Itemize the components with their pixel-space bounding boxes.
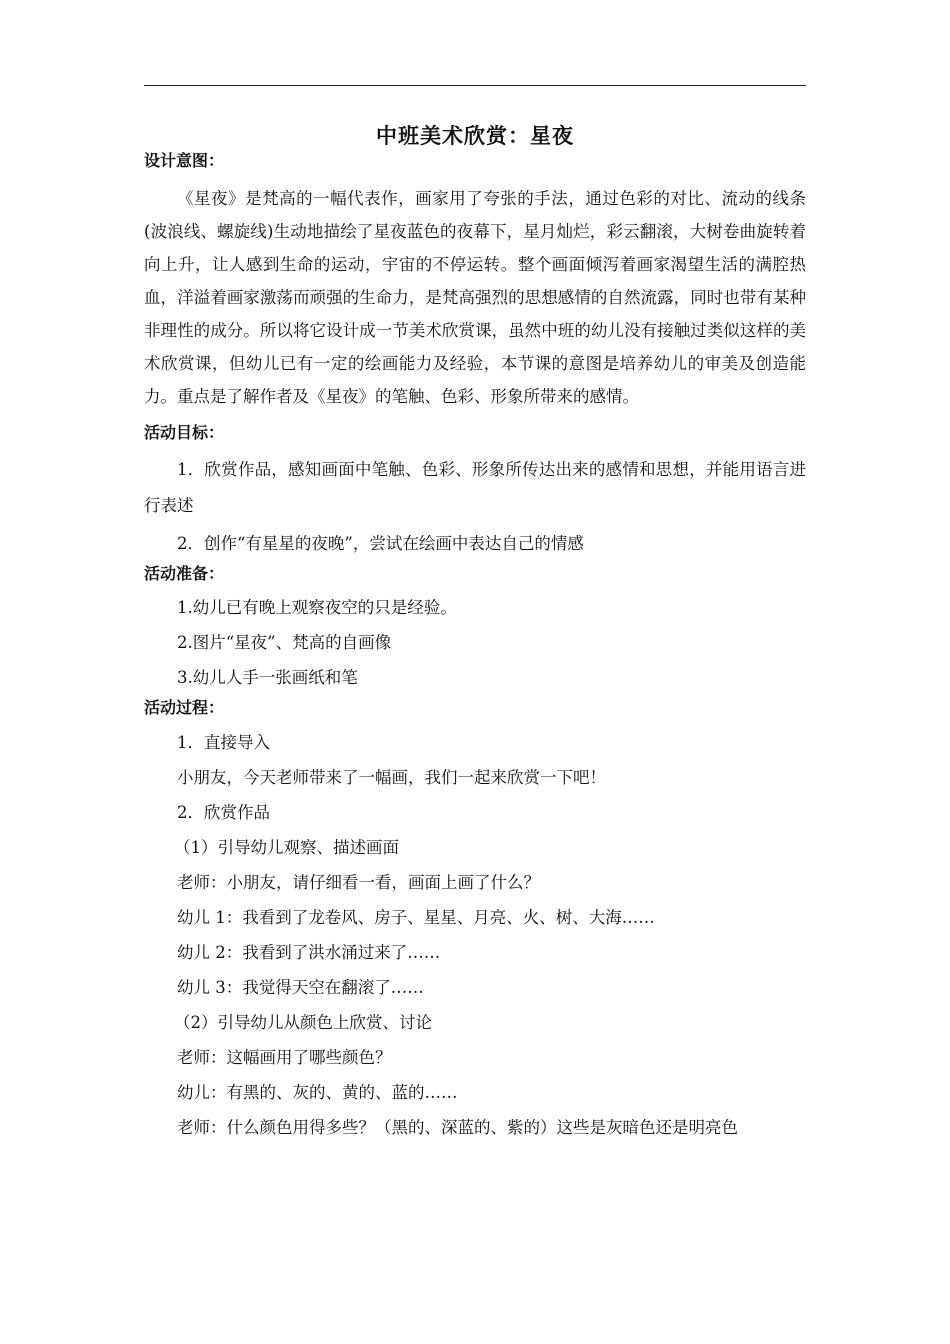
heading-goals: 活动目标： — [144, 423, 225, 442]
paragraph-design-intent: 《星夜》是梵高的一幅代表作，画家用了夸张的手法，通过色彩的对比、流动的线条(波浪线、螺旋线)生动地描绘了星夜蓝色的夜幕下，星月灿烂，彩云翻滚，大树卷曲旋转着向上升，让人感到生命的运动，宇宙的不停运转。整个画面倾泻着画家渴望生活的满腔热血，洋溢着画家激荡而顽强的生命力，是梵高强烈的思想感情的自然流露，同时也带有某种非理性的成分。所以将它设计成一节美术欣赏课，虽然中班的幼儿没有接触过类似这样的美术欣赏课，但幼儿已有一定的绘画能力及经验，本节课的意图是培养幼儿的审美及创造能力。重点是了解作者及《星夜》的笔触、色彩、形象所带来的感情。 — [144, 189, 806, 406]
process-line: 老师：小朋友，请仔细看一看，画面上画了什么？ — [177, 873, 540, 892]
header-rule — [144, 85, 806, 86]
goal-item-2: 2．创作“有星星的夜晚”，尝试在绘画中表达自己的情感 — [177, 534, 584, 553]
process-line: 老师：这幅画用了哪些颜色？ — [177, 1048, 392, 1067]
process-line: 1．直接导入 — [177, 733, 270, 752]
heading-process: 活动过程： — [144, 698, 225, 717]
process-line: 老师：什么颜色用得多些？（黑的、深蓝的、紫的）这些是灰暗色还是明亮色 — [177, 1118, 738, 1137]
process-line: 幼儿 3：我觉得天空在翻滚了…… — [177, 978, 424, 997]
heading-design-intent: 设计意图： — [144, 151, 225, 170]
prep-item-1: 1.幼儿已有晚上观察夜空的只是经验。 — [177, 598, 457, 617]
heading-preparation: 活动准备： — [144, 564, 225, 583]
prep-item-2: 2.图片“星夜”、梵高的自画像 — [177, 633, 392, 652]
process-line: 幼儿 1：我看到了龙卷风、房子、星星、月亮、火、树、大海…… — [177, 908, 655, 927]
page-title: 中班美术欣赏：星夜 — [376, 124, 574, 148]
process-line: 2．欣赏作品 — [177, 803, 270, 822]
goal-item-1: 1．欣赏作品，感知画面中笔触、色彩、形象所传达出来的感情和思想，并能用语言进行表述 — [144, 460, 806, 515]
process-line: 幼儿：有黑的、灰的、黄的、蓝的…… — [177, 1083, 458, 1102]
process-line: （1）引导幼儿观察、描述画面 — [174, 838, 399, 857]
prep-item-3: 3.幼儿人手一张画纸和笔 — [177, 668, 358, 687]
process-line: 小朋友，今天老师带来了一幅画，我们一起来欣赏一下吧！ — [177, 768, 606, 787]
process-line: （2）引导幼儿从颜色上欣赏、讨论 — [174, 1013, 432, 1032]
document-body — [144, 148, 806, 1145]
process-line: 幼儿 2：我看到了洪水涌过来了…… — [177, 943, 441, 962]
